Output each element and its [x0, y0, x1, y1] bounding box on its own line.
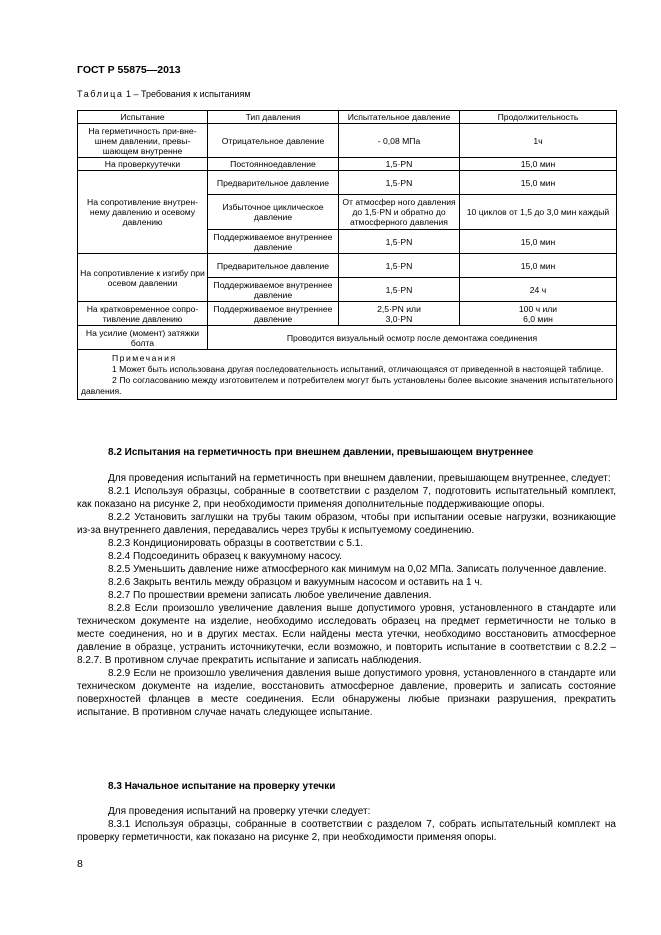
caption-text: 1 – Требования к испытаниям — [123, 89, 251, 99]
paragraph: 8.2.6 Закрыть вентиль между образцом и вакуумным насосом и оставить на 1 ч. — [108, 577, 483, 588]
cell-test: На проверкуутечки — [78, 158, 208, 171]
col-header-pressure-type: Тип давления — [208, 111, 339, 124]
cell-type: Поддерживаемое внутреннее давление — [208, 302, 339, 326]
cell-type: Отрицательное давление — [208, 124, 339, 158]
table-row — [78, 254, 617, 278]
table-header-row — [78, 111, 617, 124]
cell-type: Поддерживаемое внутреннее давление — [208, 278, 339, 302]
document-header: ГОСТ Р 55875—2013 — [77, 64, 181, 76]
cell-duration: 15,0 мин — [460, 158, 617, 171]
cell-type: Предварительное давление — [208, 171, 339, 195]
pressure-line-2: 3,0·PN — [385, 313, 413, 324]
paragraph: 8.2.4 Подсоединить образец к вакуумному насосу. — [108, 551, 342, 562]
cell-merged-note: Проводится визуальный осмотр после демонтажа соединения — [208, 326, 617, 350]
section-8-3-body — [77, 805, 616, 844]
cell-pressure: 1,5·PN — [339, 171, 460, 195]
section-heading-8-2: 8.2 Испытания на герметичность при внешнем давлении, превышающем внутреннее — [108, 447, 534, 458]
section-8-2-body — [77, 472, 616, 719]
cell-pressure: 1,5·PN — [339, 278, 460, 302]
paragraph: 8.2.1 Используя образцы, собранные в соответствии с разделом 7, подготовить испытательный комплект, как показано на рисунке 2, при необходимости применяя дополнительные поддерживающие опоры. — [77, 486, 616, 510]
cell-pressure: - 0,08 МПа — [339, 124, 460, 158]
paragraph: 8.2.3 Кондиционировать образцы в соответствии с 5.1. — [108, 538, 364, 549]
cell-test: На герметичность при-внешнем давлении, превышающем внутренне — [78, 124, 208, 158]
cell-duration: 15,0 мин — [460, 254, 617, 278]
cell-duration: 15,0 мин — [460, 230, 617, 254]
cell-type: Избыточное циклическое давление — [208, 195, 339, 230]
note-1: 1 Может быть использована другая последовательность испытаний, отличающаяся от приведенной в настоящей таблице. — [112, 364, 604, 374]
cell-pressure: 1,5·PN — [339, 230, 460, 254]
cell-type: Поддерживаемое внутреннее давление — [208, 230, 339, 254]
pressure-line-1: 2,5·PN или — [377, 303, 421, 314]
cell-pressure: 1,5·PN — [339, 254, 460, 278]
cell-test: На усилие (момент) затяжки болта — [78, 326, 208, 350]
table-notes — [78, 350, 617, 400]
cell-pressure: От атмосфер ного давления до 1,5·PN и обратно до атмосферного давления — [339, 195, 460, 230]
paragraph: 8.2.2 Установить заглушки на трубы таким образом, чтобы при испытании осевые нагрузки, возникающие из-за внутреннего давления, передавались через трубы к испытуемому соединению. — [77, 512, 616, 536]
table-row — [78, 124, 617, 158]
table-row — [78, 302, 617, 326]
cell-duration: 1ч — [460, 124, 617, 158]
paragraph: 8.3.1 Используя образцы, собранные в соответствии с разделом 7, собрать испытательный комплект на проверку герметичности, как показано на рисунке 2, при необходимости применяя опоры. — [77, 819, 616, 843]
paragraph: 8.2.5 Уменьшить давление ниже атмосферного как минимум на 0,02 МПа. Записать полученное давление. — [108, 564, 607, 575]
notes-title: Примечания — [112, 353, 177, 363]
cell-type: Предварительное давление — [208, 254, 339, 278]
paragraph: Для проведения испытаний на проверку утечки следует: — [108, 806, 371, 817]
section-heading-8-3: 8.3 Начальное испытание на проверку утечки — [108, 781, 336, 792]
page-number: 8 — [77, 858, 83, 870]
duration-line-2: 6,0 мин — [523, 313, 553, 324]
table-caption — [77, 89, 251, 99]
table-row — [78, 326, 617, 350]
cell-test: На кратковременное сопротивление давлению — [78, 302, 208, 326]
cell-type: Постоянноедавление — [208, 158, 339, 171]
cell-test: На сопротивление внутреннему давлению и осевому давлению — [78, 171, 208, 254]
cell-test: На сопротивление к изгибу при осевом давлении — [78, 254, 208, 302]
col-header-test-pressure: Испытательное давление — [339, 111, 460, 124]
cell-duration: 10 циклов от 1,5 до 3,0 мин каждый — [460, 195, 617, 230]
note-2: 2 По согласованию между изготовителем и потребителем могут быть установлены более высокие значения испытательного давления. — [81, 375, 613, 396]
col-header-duration: Продолжительность — [460, 111, 617, 124]
table-row — [78, 158, 617, 171]
table-row — [78, 171, 617, 195]
paragraph: Для проведения испытаний на герметичность при внешнем давлении, превышающем внутреннее, следует: — [108, 473, 611, 484]
cell-duration: 24 ч — [460, 278, 617, 302]
cell-pressure — [339, 302, 460, 326]
caption-label: Таблица — [77, 89, 124, 99]
paragraph: 8.2.8 Если произошло увеличение давления выше допустимого уровня, установленного в стандарте или техническом документе на изделие, необходимо исследовать образец на предмет герметичности не только в месте соединения, но и в других местах. Если найдены места утечки, необходимо восстановить атмосферное давление в образце, устранить источникутечки, если возможно, и повторить испытание в соответствии с 8.2.2 – 8.2.7. В противном случае прекратить испытание и записать наблюдения. — [77, 603, 616, 666]
col-header-test: Испытание — [78, 111, 208, 124]
duration-line-1: 100 ч или — [518, 303, 558, 314]
paragraph: 8.2.9 Если не произошло увеличения давления выше допустимого уровня, установленного в стандарте или техническом документе на изделие, восстановить атмосферное давление, проверить и записать состояние поверхностей фланцев в месте соединения. Если обнаружены любые признаки разрушения, прекратить испытание. В противном случае начать следующее испытание. — [77, 668, 616, 718]
paragraph: 8.2.7 По прошествии времени записать любое увеличение давления. — [108, 590, 432, 601]
cell-duration: 15,0 мин — [460, 171, 617, 195]
cell-pressure: 1,5·PN — [339, 158, 460, 171]
cell-duration — [460, 302, 617, 326]
table-notes-row — [78, 350, 617, 400]
requirements-table — [77, 110, 617, 400]
